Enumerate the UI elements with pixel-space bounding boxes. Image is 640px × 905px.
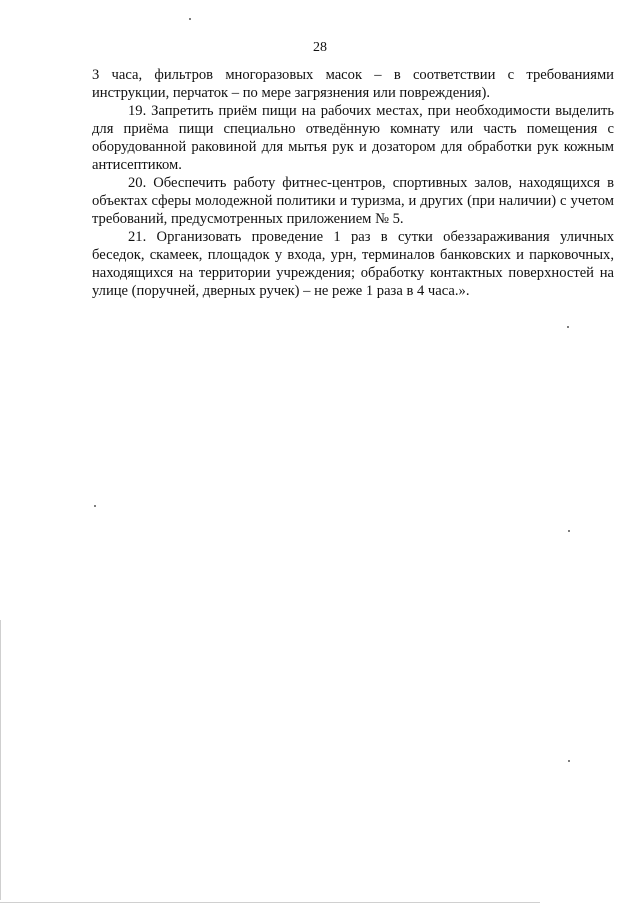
paragraph-item-20: 20. Обеспечить работу фитнес-центров, спортивных залов, находящихся в объектах сферы молодежной политики и туризма, и других (при наличии) с учетом требований, предусмотренных приложением № 5.	[92, 175, 614, 227]
scan-speck	[568, 530, 570, 532]
scan-speck	[94, 505, 96, 507]
document-body	[92, 66, 614, 300]
paragraph-item-21: 21. Организовать проведение 1 раз в сутки обеззараживания уличных беседок, скамеек, площадок у входа, урн, терминалов банковских и парковочных, находящихся на территории учреждения; обработку контактных поверхностей на улице (поручней, дверных ручек) – не реже 1 раза в 4 часа.».	[92, 229, 614, 299]
scan-speck	[568, 760, 570, 762]
scan-speck	[567, 326, 569, 328]
paragraph-continuation: 3 часа, фильтров многоразовых масок – в соответствии с требованиями инструкции, перчаток – по мере загрязнения или повреждения).	[92, 67, 614, 101]
scan-edge-line	[0, 620, 1, 900]
scan-speck	[189, 18, 191, 20]
paragraph-item-19: 19. Запретить приём пищи на рабочих местах, при необходимости выделить для приёма пищи специально отведённую комнату или часть помещения с оборудованной раковиной для мытья рук и дозатором для обработки рук кожным антисептиком.	[92, 103, 614, 173]
scan-bottom-line	[0, 902, 540, 903]
page-number: 28	[313, 40, 327, 55]
